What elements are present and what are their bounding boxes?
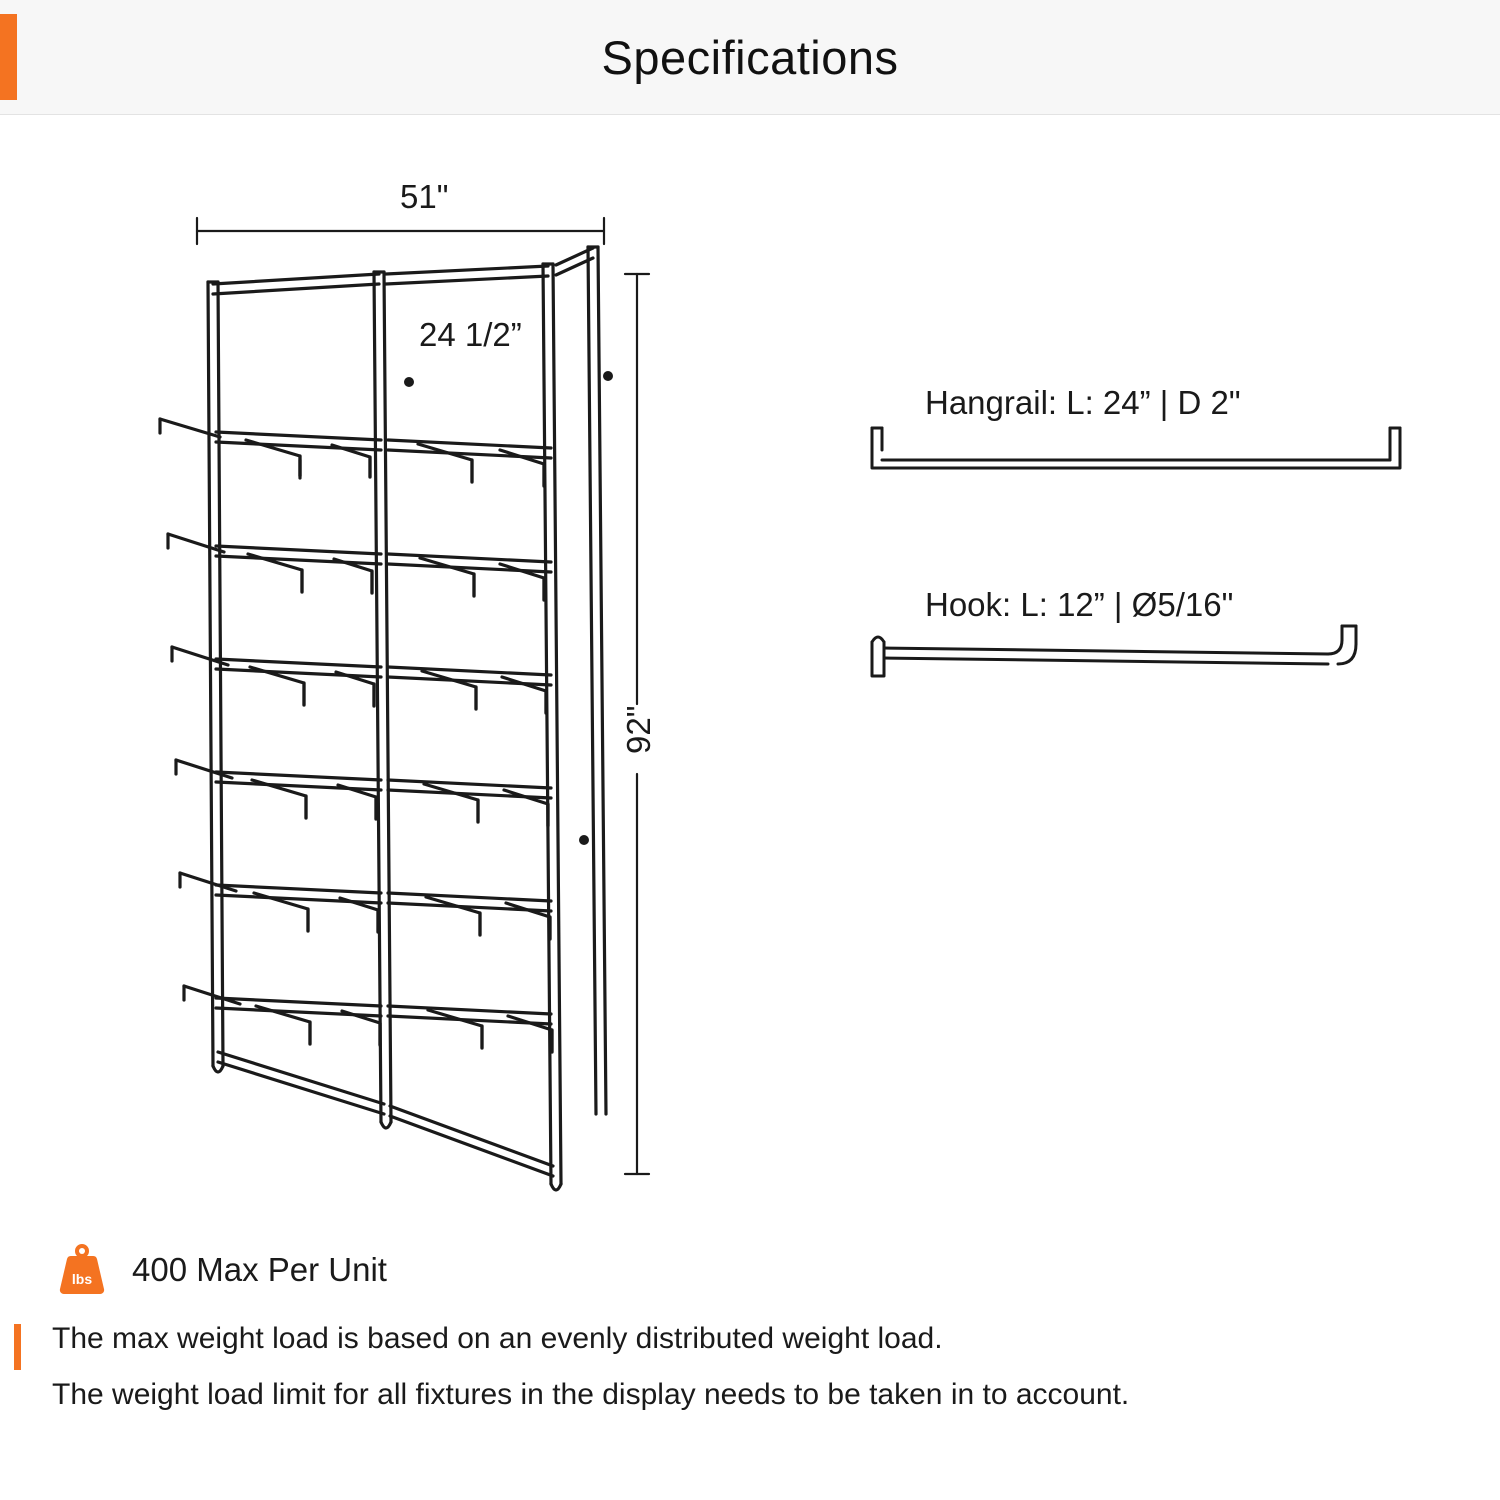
page-footer: [0, 1224, 1500, 1500]
hook-part-drawing: [872, 626, 1356, 676]
width-dimension-label: 51": [400, 178, 449, 215]
technical-drawing: [0, 114, 1500, 1224]
footer-note-1: The max weight load is based on an evenly distributed weight load.: [52, 1322, 943, 1355]
shelf-level-5: [180, 873, 551, 939]
shelf-level-4: [176, 760, 551, 826]
shelf-level-2: [168, 534, 551, 600]
max-weight-label: 400 Max Per Unit: [132, 1251, 387, 1288]
footer-note-2: The weight load limit for all fixtures in the display needs to be taken in to account.: [52, 1378, 1130, 1411]
hook-part-label: Hook: L: 12” | Ø5/16": [925, 586, 1234, 623]
svg-text:lbs: lbs: [71, 1271, 93, 1287]
max-weight-row: [58, 1242, 387, 1298]
bay-width-dimension-label: 24 1/2”: [419, 316, 522, 353]
page-header: [0, 0, 1500, 115]
height-dimension-label: 92": [620, 705, 657, 754]
width-dimension-line: [197, 218, 604, 244]
hangrail-part-label: Hangrail: L: 24” | D 2": [925, 384, 1241, 421]
footer-accent-bar: [14, 1324, 21, 1370]
hangrail-part-drawing: [872, 428, 1400, 468]
shelf-level-3: [172, 647, 551, 713]
shelf-level-6: [184, 986, 552, 1052]
weight-lbs-icon: [58, 1242, 106, 1298]
page-title: Specifications: [601, 30, 899, 84]
